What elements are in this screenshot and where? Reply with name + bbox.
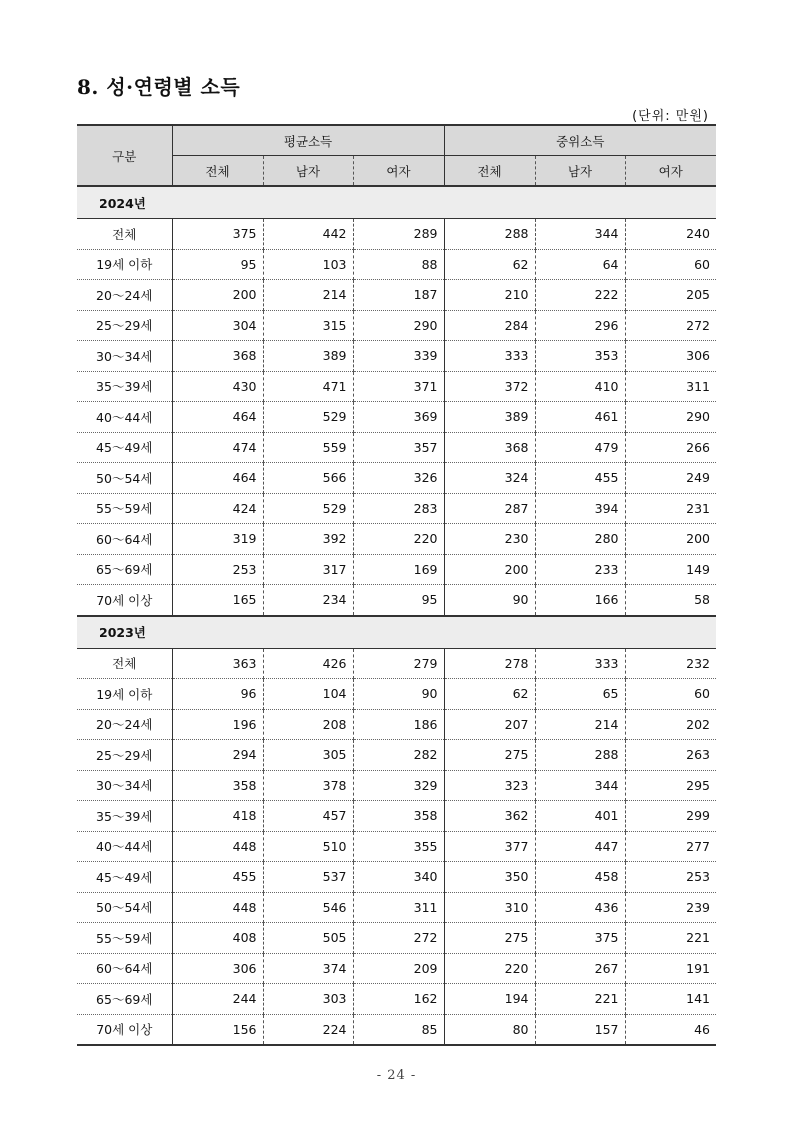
table-cell: 284 bbox=[444, 310, 535, 341]
table-cell: 537 bbox=[263, 862, 353, 893]
table-cell: 282 bbox=[353, 740, 444, 771]
header-col-mean-male: 남자 bbox=[263, 156, 353, 187]
table-cell: 200 bbox=[172, 280, 263, 311]
table-cell: 546 bbox=[263, 892, 353, 923]
table-cell: 418 bbox=[172, 801, 263, 832]
table-cell: 65 bbox=[535, 679, 625, 710]
row-label: 40～44세 bbox=[77, 831, 172, 862]
table-row bbox=[77, 1014, 716, 1045]
table-cell: 283 bbox=[353, 493, 444, 524]
table-cell: 232 bbox=[625, 648, 716, 679]
table-cell: 505 bbox=[263, 923, 353, 954]
table-cell: 372 bbox=[444, 371, 535, 402]
table-cell: 358 bbox=[353, 801, 444, 832]
table-cell: 340 bbox=[353, 862, 444, 893]
table-cell: 375 bbox=[535, 923, 625, 954]
table-row bbox=[77, 249, 716, 280]
table-cell: 104 bbox=[263, 679, 353, 710]
table-cell: 442 bbox=[263, 219, 353, 250]
table-cell: 207 bbox=[444, 709, 535, 740]
table-cell: 290 bbox=[625, 402, 716, 433]
table-cell: 363 bbox=[172, 648, 263, 679]
table-cell: 85 bbox=[353, 1014, 444, 1045]
table-cell: 323 bbox=[444, 770, 535, 801]
header-group-median: 중위소득 bbox=[444, 125, 716, 156]
table-cell: 221 bbox=[535, 984, 625, 1015]
table-cell: 95 bbox=[353, 585, 444, 616]
table-cell: 230 bbox=[444, 524, 535, 555]
table-cell: 62 bbox=[444, 249, 535, 280]
table-cell: 474 bbox=[172, 432, 263, 463]
table-cell: 529 bbox=[263, 402, 353, 433]
table-cell: 80 bbox=[444, 1014, 535, 1045]
table-cell: 64 bbox=[535, 249, 625, 280]
table-row bbox=[77, 493, 716, 524]
table-cell: 280 bbox=[535, 524, 625, 555]
table-row bbox=[77, 341, 716, 372]
table-cell: 310 bbox=[444, 892, 535, 923]
table-cell: 202 bbox=[625, 709, 716, 740]
row-label: 45～49세 bbox=[77, 432, 172, 463]
table-cell: 191 bbox=[625, 953, 716, 984]
table-cell: 392 bbox=[263, 524, 353, 555]
table-cell: 240 bbox=[625, 219, 716, 250]
table-cell: 304 bbox=[172, 310, 263, 341]
table-cell: 187 bbox=[353, 280, 444, 311]
row-label: 30～34세 bbox=[77, 341, 172, 372]
table-row bbox=[77, 953, 716, 984]
unit-label: (단위: 만원) bbox=[632, 109, 709, 124]
table-cell: 303 bbox=[263, 984, 353, 1015]
table-cell: 295 bbox=[625, 770, 716, 801]
table-cell: 394 bbox=[535, 493, 625, 524]
table-cell: 272 bbox=[625, 310, 716, 341]
table-cell: 58 bbox=[625, 585, 716, 616]
table-cell: 103 bbox=[263, 249, 353, 280]
table-cell: 378 bbox=[263, 770, 353, 801]
row-label: 45～49세 bbox=[77, 862, 172, 893]
table-cell: 510 bbox=[263, 831, 353, 862]
table-row bbox=[77, 862, 716, 893]
table-cell: 447 bbox=[535, 831, 625, 862]
table-cell: 326 bbox=[353, 463, 444, 494]
table-cell: 95 bbox=[172, 249, 263, 280]
table-cell: 278 bbox=[444, 648, 535, 679]
year-label: 2024년 bbox=[77, 186, 716, 219]
table-row bbox=[77, 524, 716, 555]
table-cell: 410 bbox=[535, 371, 625, 402]
table-cell: 368 bbox=[172, 341, 263, 372]
table-cell: 267 bbox=[535, 953, 625, 984]
row-label: 35～39세 bbox=[77, 371, 172, 402]
table-cell: 333 bbox=[535, 648, 625, 679]
header-category: 구분 bbox=[77, 125, 172, 186]
table-cell: 239 bbox=[625, 892, 716, 923]
table-cell: 408 bbox=[172, 923, 263, 954]
table-cell: 186 bbox=[353, 709, 444, 740]
table-cell: 288 bbox=[444, 219, 535, 250]
table-cell: 296 bbox=[535, 310, 625, 341]
row-label: 19세 이하 bbox=[77, 249, 172, 280]
page-title: 8. 성·연령별 소득 bbox=[77, 75, 241, 99]
table-row bbox=[77, 831, 716, 862]
table-row bbox=[77, 679, 716, 710]
table-cell: 306 bbox=[625, 341, 716, 372]
row-label: 40～44세 bbox=[77, 402, 172, 433]
table-cell: 224 bbox=[263, 1014, 353, 1045]
header-group-mean: 평균소득 bbox=[172, 125, 444, 156]
row-label: 20～24세 bbox=[77, 709, 172, 740]
row-label: 50～54세 bbox=[77, 892, 172, 923]
table-row bbox=[77, 371, 716, 402]
row-label: 전체 bbox=[77, 648, 172, 679]
row-label: 25～29세 bbox=[77, 740, 172, 771]
table-cell: 249 bbox=[625, 463, 716, 494]
table-cell: 287 bbox=[444, 493, 535, 524]
header-col-mean-female: 여자 bbox=[353, 156, 444, 187]
table-cell: 355 bbox=[353, 831, 444, 862]
table-cell: 279 bbox=[353, 648, 444, 679]
table-cell: 311 bbox=[625, 371, 716, 402]
table-row bbox=[77, 984, 716, 1015]
table-cell: 357 bbox=[353, 432, 444, 463]
table-cell: 231 bbox=[625, 493, 716, 524]
table-cell: 96 bbox=[172, 679, 263, 710]
table-cell: 317 bbox=[263, 554, 353, 585]
table-row bbox=[77, 923, 716, 954]
table-cell: 566 bbox=[263, 463, 353, 494]
table-row bbox=[77, 432, 716, 463]
table-row bbox=[77, 801, 716, 832]
table-cell: 464 bbox=[172, 402, 263, 433]
row-label: 65～69세 bbox=[77, 554, 172, 585]
table-cell: 88 bbox=[353, 249, 444, 280]
table-cell: 294 bbox=[172, 740, 263, 771]
table-cell: 457 bbox=[263, 801, 353, 832]
table-cell: 220 bbox=[353, 524, 444, 555]
table-cell: 205 bbox=[625, 280, 716, 311]
table-cell: 208 bbox=[263, 709, 353, 740]
table-row bbox=[77, 892, 716, 923]
table-cell: 344 bbox=[535, 770, 625, 801]
row-label: 50～54세 bbox=[77, 463, 172, 494]
table-cell: 263 bbox=[625, 740, 716, 771]
table-cell: 290 bbox=[353, 310, 444, 341]
table-cell: 306 bbox=[172, 953, 263, 984]
row-label: 65～69세 bbox=[77, 984, 172, 1015]
table-cell: 324 bbox=[444, 463, 535, 494]
table-cell: 358 bbox=[172, 770, 263, 801]
table-cell: 377 bbox=[444, 831, 535, 862]
table-cell: 288 bbox=[535, 740, 625, 771]
table-cell: 200 bbox=[444, 554, 535, 585]
page-number: - 24 - bbox=[376, 1068, 417, 1083]
table-cell: 339 bbox=[353, 341, 444, 372]
table-cell: 289 bbox=[353, 219, 444, 250]
header-col-median-total: 전체 bbox=[444, 156, 535, 187]
table-cell: 194 bbox=[444, 984, 535, 1015]
table-cell: 430 bbox=[172, 371, 263, 402]
table-row bbox=[77, 402, 716, 433]
table-row bbox=[77, 770, 716, 801]
table-cell: 165 bbox=[172, 585, 263, 616]
table-cell: 448 bbox=[172, 831, 263, 862]
table-cell: 162 bbox=[353, 984, 444, 1015]
row-label: 55～59세 bbox=[77, 493, 172, 524]
year-row bbox=[77, 186, 716, 219]
table-cell: 90 bbox=[353, 679, 444, 710]
table-row bbox=[77, 709, 716, 740]
table-cell: 455 bbox=[172, 862, 263, 893]
table-cell: 220 bbox=[444, 953, 535, 984]
table-row bbox=[77, 648, 716, 679]
row-label: 30～34세 bbox=[77, 770, 172, 801]
table-cell: 214 bbox=[535, 709, 625, 740]
table-cell: 60 bbox=[625, 679, 716, 710]
table-cell: 461 bbox=[535, 402, 625, 433]
table-cell: 371 bbox=[353, 371, 444, 402]
table-cell: 464 bbox=[172, 463, 263, 494]
table-cell: 253 bbox=[172, 554, 263, 585]
table-cell: 329 bbox=[353, 770, 444, 801]
table-cell: 471 bbox=[263, 371, 353, 402]
table-cell: 375 bbox=[172, 219, 263, 250]
header-col-mean-total: 전체 bbox=[172, 156, 263, 187]
table-cell: 169 bbox=[353, 554, 444, 585]
table-cell: 214 bbox=[263, 280, 353, 311]
table-cell: 141 bbox=[625, 984, 716, 1015]
table-cell: 368 bbox=[444, 432, 535, 463]
table-cell: 90 bbox=[444, 585, 535, 616]
table-cell: 272 bbox=[353, 923, 444, 954]
table-cell: 209 bbox=[353, 953, 444, 984]
row-label: 35～39세 bbox=[77, 801, 172, 832]
table-cell: 529 bbox=[263, 493, 353, 524]
table-cell: 369 bbox=[353, 402, 444, 433]
table-row bbox=[77, 554, 716, 585]
table-cell: 389 bbox=[444, 402, 535, 433]
table-cell: 266 bbox=[625, 432, 716, 463]
table-cell: 234 bbox=[263, 585, 353, 616]
table-cell: 350 bbox=[444, 862, 535, 893]
table-cell: 299 bbox=[625, 801, 716, 832]
table-cell: 311 bbox=[353, 892, 444, 923]
row-label: 55～59세 bbox=[77, 923, 172, 954]
table-cell: 315 bbox=[263, 310, 353, 341]
header-col-median-female: 여자 bbox=[625, 156, 716, 187]
table-row bbox=[77, 310, 716, 341]
row-label: 20～24세 bbox=[77, 280, 172, 311]
table-cell: 559 bbox=[263, 432, 353, 463]
table-cell: 46 bbox=[625, 1014, 716, 1045]
table-cell: 362 bbox=[444, 801, 535, 832]
table-row bbox=[77, 585, 716, 616]
table-cell: 221 bbox=[625, 923, 716, 954]
table-row bbox=[77, 740, 716, 771]
table-cell: 353 bbox=[535, 341, 625, 372]
table-cell: 319 bbox=[172, 524, 263, 555]
table-cell: 233 bbox=[535, 554, 625, 585]
table-row bbox=[77, 219, 716, 250]
table-cell: 200 bbox=[625, 524, 716, 555]
table-row bbox=[77, 463, 716, 494]
table-cell: 62 bbox=[444, 679, 535, 710]
table-cell: 448 bbox=[172, 892, 263, 923]
table-cell: 277 bbox=[625, 831, 716, 862]
table-cell: 389 bbox=[263, 341, 353, 372]
table-cell: 426 bbox=[263, 648, 353, 679]
table-cell: 244 bbox=[172, 984, 263, 1015]
table-cell: 305 bbox=[263, 740, 353, 771]
table-cell: 253 bbox=[625, 862, 716, 893]
table-cell: 333 bbox=[444, 341, 535, 372]
table-cell: 424 bbox=[172, 493, 263, 524]
row-label: 25～29세 bbox=[77, 310, 172, 341]
header-col-median-male: 남자 bbox=[535, 156, 625, 187]
table-cell: 156 bbox=[172, 1014, 263, 1045]
row-label: 전체 bbox=[77, 219, 172, 250]
table-body bbox=[77, 186, 716, 1045]
table-cell: 455 bbox=[535, 463, 625, 494]
row-label: 19세 이하 bbox=[77, 679, 172, 710]
table-cell: 344 bbox=[535, 219, 625, 250]
row-label: 70세 이상 bbox=[77, 1014, 172, 1045]
table-cell: 479 bbox=[535, 432, 625, 463]
table-cell: 149 bbox=[625, 554, 716, 585]
table-cell: 196 bbox=[172, 709, 263, 740]
year-label: 2023년 bbox=[77, 616, 716, 649]
table-cell: 275 bbox=[444, 740, 535, 771]
table-cell: 166 bbox=[535, 585, 625, 616]
table-cell: 210 bbox=[444, 280, 535, 311]
table-cell: 275 bbox=[444, 923, 535, 954]
table-row bbox=[77, 280, 716, 311]
table-cell: 222 bbox=[535, 280, 625, 311]
table-cell: 458 bbox=[535, 862, 625, 893]
table-cell: 374 bbox=[263, 953, 353, 984]
year-row bbox=[77, 616, 716, 649]
table-cell: 401 bbox=[535, 801, 625, 832]
row-label: 70세 이상 bbox=[77, 585, 172, 616]
table-cell: 60 bbox=[625, 249, 716, 280]
table-cell: 157 bbox=[535, 1014, 625, 1045]
income-table bbox=[77, 124, 716, 1046]
table-cell: 436 bbox=[535, 892, 625, 923]
row-label: 60～64세 bbox=[77, 524, 172, 555]
row-label: 60～64세 bbox=[77, 953, 172, 984]
